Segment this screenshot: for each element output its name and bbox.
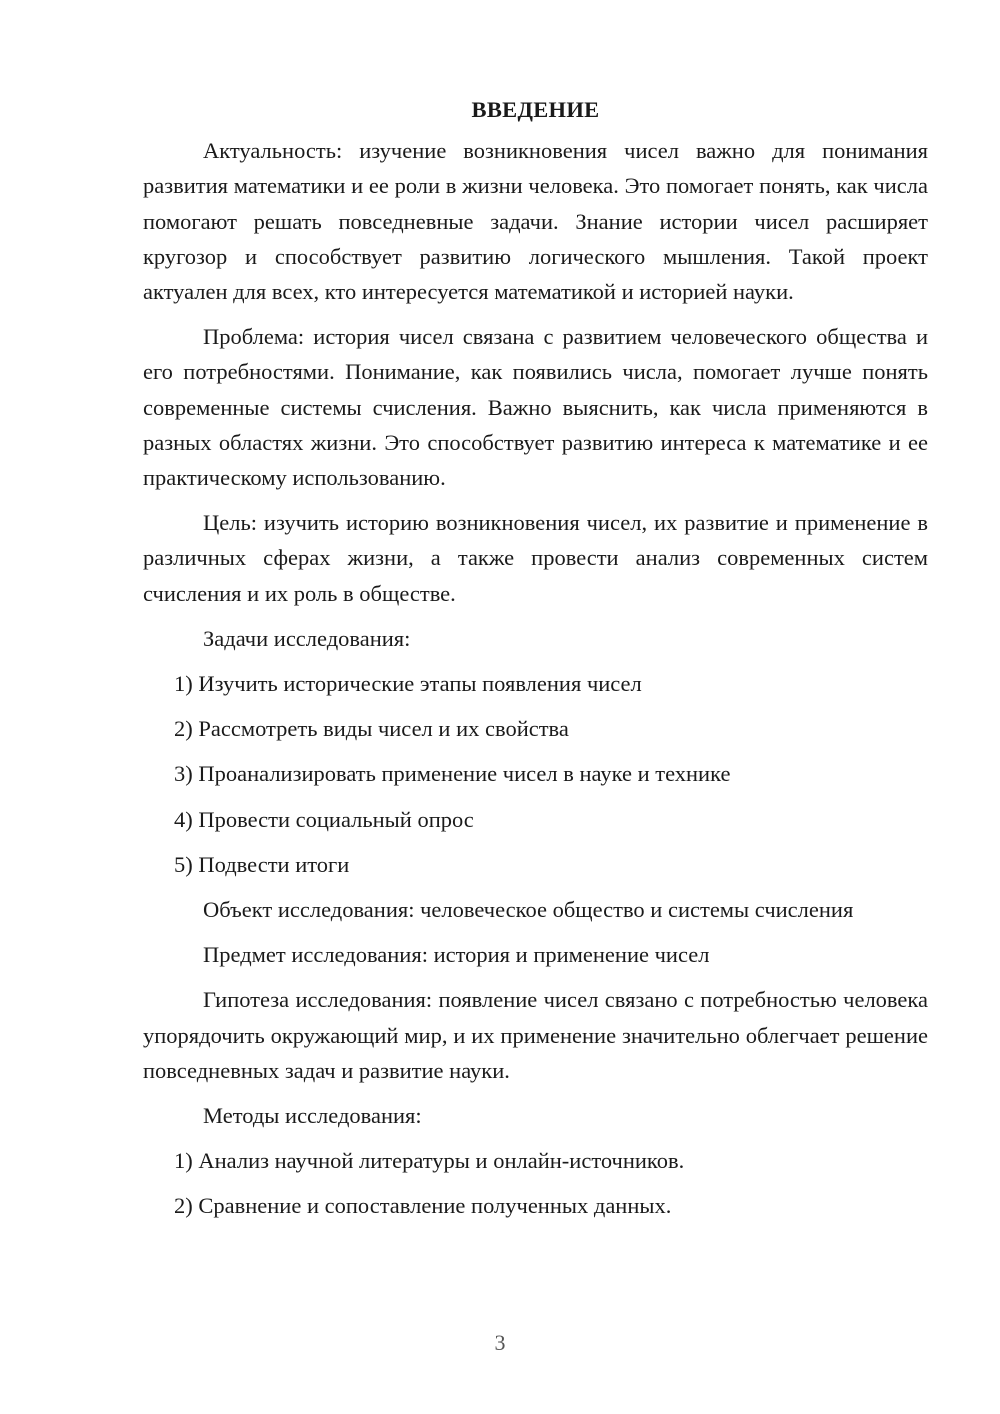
list-item: 1) Изучить исторические этапы появления чисел bbox=[174, 671, 642, 697]
tasks-list bbox=[143, 666, 928, 882]
list-item: 2) Сравнение и сопоставление полученных данных. bbox=[174, 1193, 672, 1219]
hypothesis-paragraph: Гипотеза исследования: появление чисел связано с потребностью человека упорядочить окружающий мир, и их применение значительно облегчает решение повседневных задач и развитие науки. bbox=[143, 987, 928, 1083]
list-item: 2) Рассмотреть виды чисел и их свойства bbox=[174, 716, 569, 742]
list-item: 1) Анализ научной литературы и онлайн-источников. bbox=[174, 1148, 685, 1174]
list-item: 4) Провести социальный опрос bbox=[174, 806, 474, 832]
research-subject: Предмет исследования: история и применение чисел bbox=[203, 942, 710, 968]
list-item: 5) Подвести итоги bbox=[174, 851, 350, 877]
methods-list bbox=[143, 1143, 928, 1223]
goal-paragraph: Цель: изучить историю возникновения чисел, их развитие и применение в различных сферах жизни, а также провести анализ современных систем счисления и их роль в обществе. bbox=[143, 510, 928, 606]
tasks-heading: Задачи исследования: bbox=[203, 625, 411, 651]
relevance-paragraph: Актуальность: изучение возникновения чисел важно для понимания развития математики и ее роли в жизни человека. Это помогает понять, как числа помогают решать повседневные задачи. Знание истории чисел расширяет кругозор и способствует развитию логического мышления. Такой проект актуален для всех, кто интересуется математикой и историей науки. bbox=[143, 138, 928, 305]
methods-heading: Методы исследования: bbox=[203, 1103, 422, 1129]
problem-paragraph: Проблема: история чисел связана с развитием человеческого общества и его потребностями. Понимание, как появились числа, помогает лучше понять современные системы счисления. Важно выяснить, как числа применяются в разных областях жизни. Это способствует развитию интереса к математике и ее практическому использованию. bbox=[143, 324, 928, 491]
page-title: ВВЕДЕНИЕ bbox=[471, 97, 600, 122]
list-item: 3) Проанализировать применение чисел в науке и технике bbox=[174, 761, 731, 787]
document-page bbox=[143, 92, 928, 1234]
research-object: Объект исследования: человеческое общество и системы счисления bbox=[203, 897, 854, 923]
page-number: 3 bbox=[494, 1330, 506, 1355]
